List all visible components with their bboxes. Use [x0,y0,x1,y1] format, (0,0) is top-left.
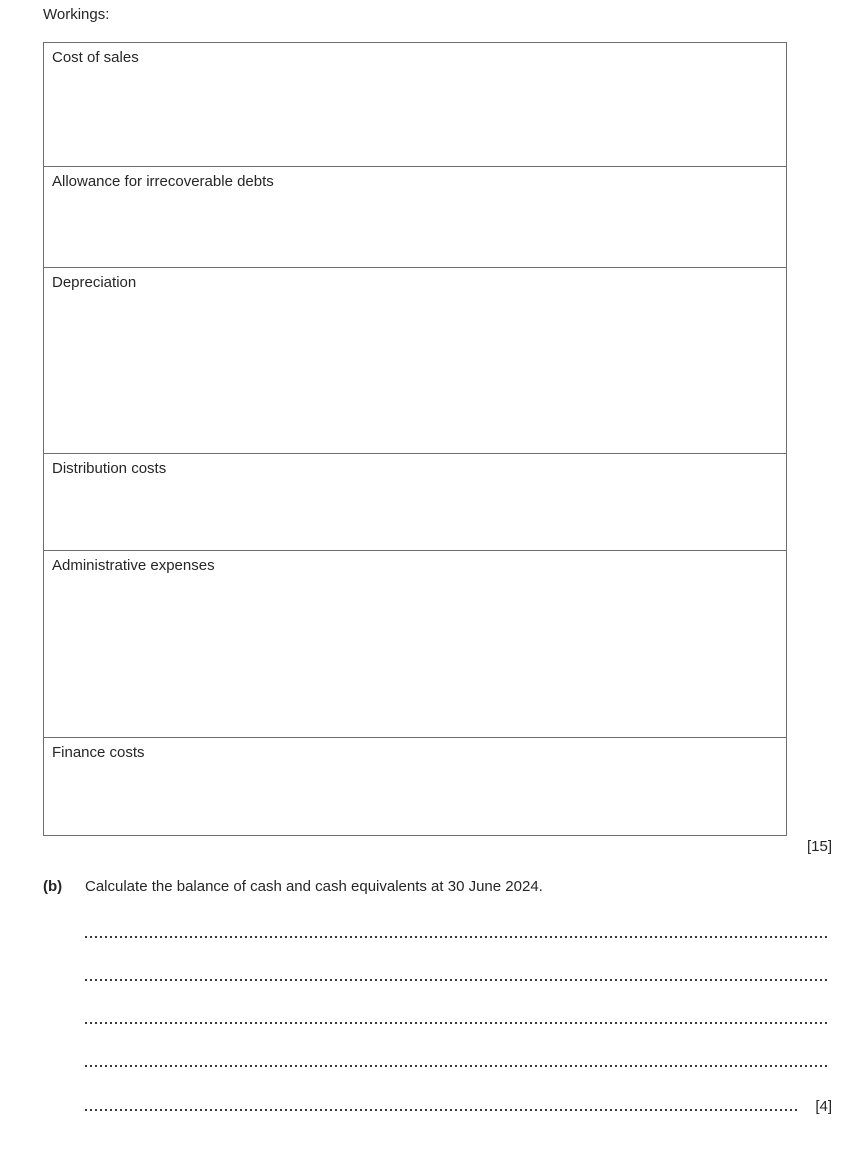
workings-table [43,42,787,836]
workings-marks-badge: [15] [806,838,832,855]
workings-row-label: Administrative expenses [52,557,215,574]
workings-row-label: Allowance for irrecoverable debts [52,173,274,190]
workings-row-cost-of-sales[interactable] [44,43,786,166]
answer-line-4[interactable] [85,1064,827,1067]
question-part-b [43,878,833,895]
workings-row-label: Finance costs [52,744,145,761]
workings-row-label: Depreciation [52,274,137,291]
workings-row-distribution-costs[interactable] [44,453,786,550]
answer-line-5[interactable] [85,1098,832,1115]
part-b-marks-badge: [4] [815,1098,832,1115]
workings-row-allowance-irrecoverable-debts[interactable] [44,166,786,267]
workings-row-finance-costs[interactable] [44,737,786,835]
workings-row-depreciation[interactable] [44,267,786,453]
answer-line-dots[interactable] [85,1108,800,1111]
part-b-question-text: Calculate the balance of cash and cash equivalents at 30 June 2024. [85,878,543,895]
answer-line-2[interactable] [85,978,827,981]
part-b-label: (b) [43,878,63,895]
workings-row-label: Distribution costs [52,460,167,477]
answer-line-1[interactable] [85,935,827,938]
workings-heading: Workings: [43,6,110,23]
workings-row-label: Cost of sales [52,49,139,66]
workings-row-administrative-expenses[interactable] [44,550,786,737]
answer-line-3[interactable] [85,1021,827,1024]
